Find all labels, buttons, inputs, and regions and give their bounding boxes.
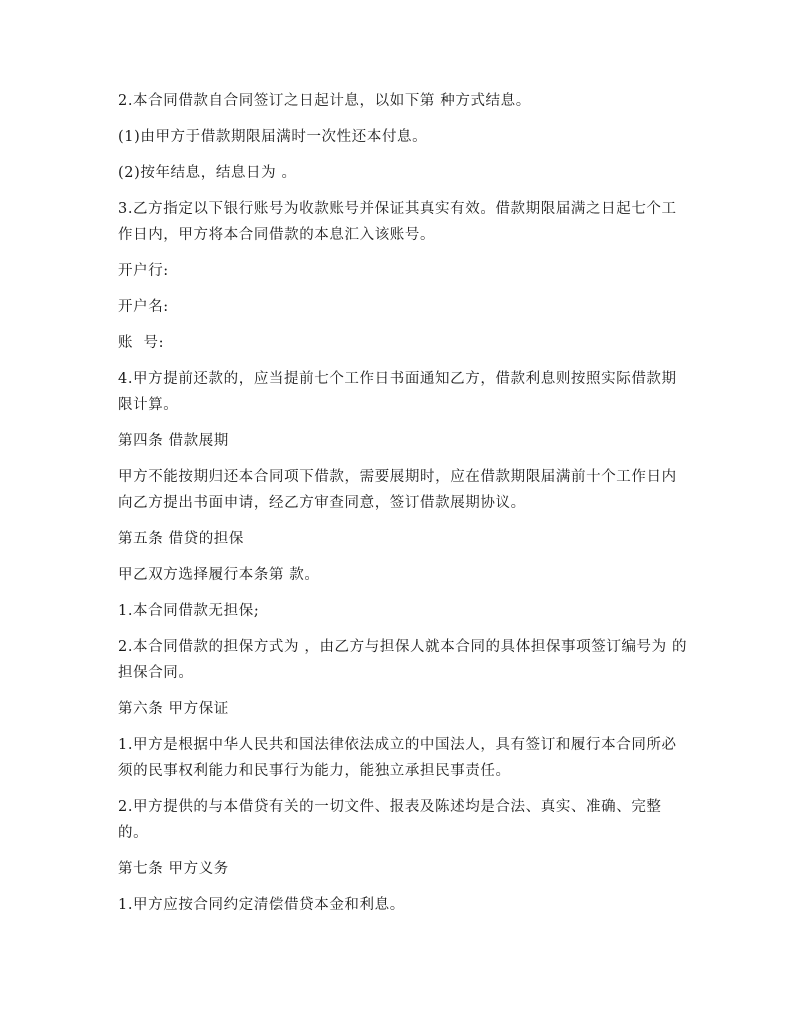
field-bank-name: 开户行: — [118, 263, 169, 279]
paragraph-no-guarantee: 1.本合同借款无担保; — [118, 603, 260, 619]
paragraph-guarantee-choice: 甲乙双方选择履行本条第 款。 — [118, 567, 320, 583]
paragraph-extension: 甲方不能按期归还本合同项下借款，需要展期时，应在借款期限届满前十个工作日内向乙方提出书面申请，经乙方审查同意，签订借款展期协议。 — [118, 469, 677, 511]
paragraph-interest-method: 2.本合同借款自合同签订之日起计息，以如下第 种方式结息。 — [118, 93, 531, 109]
paragraph-early-repayment: 4.甲方提前还款的，应当提前七个工作日书面通知乙方，借款利息则按照实际借款期限计算。 — [118, 371, 677, 413]
paragraph-guarantee-method: 2.本合同借款的担保方式为 ，由乙方与担保人就本合同的具体担保事项签订编号为 的担保合同。 — [118, 639, 688, 681]
paragraph-option-2: (2)按年结息，结息日为 。 — [118, 165, 297, 181]
paragraph-repay-obligation: 1.甲方应按合同约定清偿借贷本金和利息。 — [118, 897, 405, 913]
field-account-name: 开户名: — [118, 299, 169, 315]
heading-article-7: 第七条 甲方义务 — [118, 861, 229, 877]
paragraph-option-1: (1)由甲方于借款期限届满时一次性还本付息。 — [118, 129, 428, 145]
paragraph-bank-account: 3.乙方指定以下银行账号为收款账号并保证其真实有效。借款期限届满之日起七个工作日内，甲方将本合同借款的本息汇入该账号。 — [118, 201, 677, 243]
heading-article-4: 第四条 借款展期 — [118, 433, 229, 449]
heading-article-6: 第六条 甲方保证 — [118, 701, 229, 717]
field-account-number: 账 号: — [118, 335, 165, 351]
document-page — [118, 88, 688, 928]
heading-article-5: 第五条 借贷的担保 — [118, 531, 245, 547]
paragraph-party-a-documents: 2.甲方提供的与本借贷有关的一切文件、报表及陈述均是合法、真实、准确、完整的。 — [118, 799, 662, 841]
paragraph-party-a-legal: 1.甲方是根据中华人民共和国法律依法成立的中国法人，具有签订和履行本合同所必须的民事权利能力和民事行为能力，能独立承担民事责任。 — [118, 737, 677, 779]
